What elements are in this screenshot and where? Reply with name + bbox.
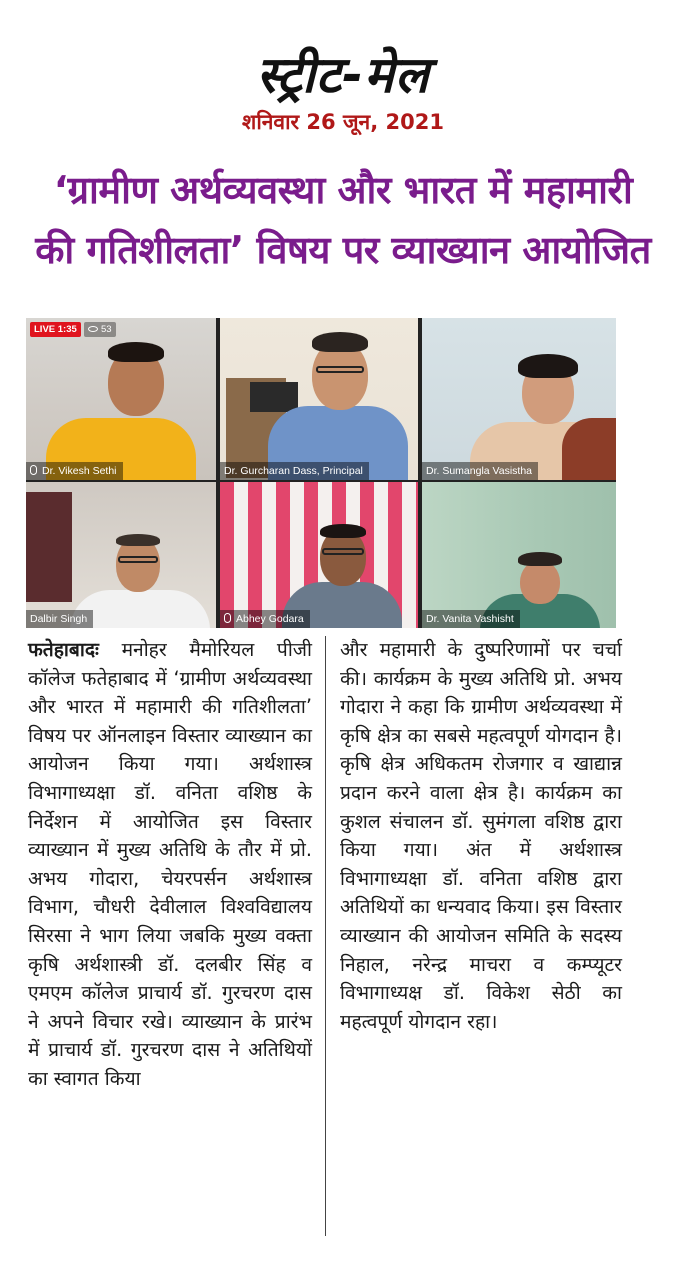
mic-icon [224, 613, 231, 623]
participant-face [520, 560, 560, 604]
column-divider [325, 636, 326, 1236]
eye-icon [88, 326, 98, 332]
viewer-count: 53 [101, 324, 112, 335]
viewer-count-badge [84, 322, 116, 337]
article-body-right: और महामारी के दुष्परिणामों पर चर्चा की। कार्यक्रम के मुख्य अतिथि प्रो. अभय गोदारा ने कहा कि ग्रामीण अर्थव्यवस्था में कृषि क्षेत्र का सबसे महत्वपूर्ण योगदान है। कृषि क्षेत्र अधिकतम रोजगार व खाद्यान्न प्रदान करने वाला क्षेत्र है। कार्यक्रम का कुशल संचालन डॉ. सुमंगला वशिष्ठ द्वारा किया गया। अंत में अर्थशास्त्र विभागाध्यक्षा डॉ. वनिता वशिष्ठ द्वारा अतिथियों का धन्यवाद किया। इस विस्तार व्याख्यान की आयोजन समिति के सदस्य निहाल, नरेन्द्र माचरा व कम्प्यूटर विभागाध्यक्ष डॉ. विकेश सेठी का महत्वपूर्ण योगदान रहा। [340, 638, 622, 1033]
video-call-screenshot [26, 318, 616, 628]
participant-glasses [322, 548, 364, 555]
participant-label: Dr. Gurcharan Dass, Principal [220, 462, 369, 480]
article-dateline: फतेहाबादः [28, 638, 99, 661]
background-printer [250, 382, 298, 412]
participant-hair [518, 552, 562, 566]
publication-date: शनिवार 26 जून, 2021 [242, 110, 444, 134]
participant-hair [312, 332, 368, 352]
participant-shawl [562, 418, 616, 480]
masthead [0, 44, 686, 136]
participant-glasses [316, 366, 364, 373]
newspaper-name: स्ट्रीट-मेल [256, 46, 430, 104]
article-column-left [28, 636, 312, 1094]
article-column-right [340, 636, 622, 1036]
video-tile-6 [422, 482, 616, 628]
mic-icon [30, 465, 37, 475]
article-body-left: मनोहर मैमोरियल पीजी कॉलेज फतेहाबाद में ‘ग्रामीण अर्थव्यवस्था और भारत में महामारी की गतिशीलता’ विषय पर ऑनलाइन विस्तार व्याख्यान का आयोजन किया गया। अर्थशास्त्र विभागाध्यक्षा डॉ. वनिता वशिष्ठ के निर्देशन में आयोजित इस विस्तार व्याख्यान में मुख्य अतिथि के तौर में प्रो. अभय गोदारा, चेयरपर्सन अर्थशास्त्र विभाग, चौधरी देवीलाल विश्वविद्यालय सिरसा ने भाग लिया जबकि मुख्य वक्ता कृषि अर्थशास्त्री डॉ. दलबीर सिंह व एमएम कॉलेज प्राचार्य डॉ. गुरचरण दास ने अपने विचार रखे। व्याख्यान के प्रारंभ में प्राचार्य डॉ. गुरचरण दास ने अतिथियों का स्वागत किया [28, 638, 312, 1090]
participant-label: Dr. Vanita Vashisht [422, 610, 520, 628]
video-tile-3 [422, 318, 616, 480]
headline-line-2: की गतिशीलता’ विषय पर व्याख्यान आयोजित [35, 228, 651, 272]
video-tile-4 [26, 482, 216, 628]
background-curtain [26, 492, 72, 602]
participant-label: Abhey Godara [220, 610, 310, 628]
participant-label: Dr. Sumangla Vasistha [422, 462, 538, 480]
live-badge: LIVE 1:35 [30, 322, 81, 337]
participant-label: Dr. Vikesh Sethi [26, 462, 123, 480]
headline-line-1: ‘ग्रामीण अर्थव्यवस्था और भारत में महामारी [53, 168, 633, 212]
video-tile-5 [220, 482, 418, 628]
participant-hair [116, 534, 160, 546]
participant-hair [320, 524, 366, 538]
video-tile-2 [220, 318, 418, 480]
video-tile-1 [26, 318, 216, 480]
participant-hair [108, 342, 164, 362]
article-headline [30, 160, 656, 280]
participant-label: Dalbir Singh [26, 610, 93, 628]
participant-hair [518, 354, 578, 378]
participant-glasses [118, 556, 158, 563]
